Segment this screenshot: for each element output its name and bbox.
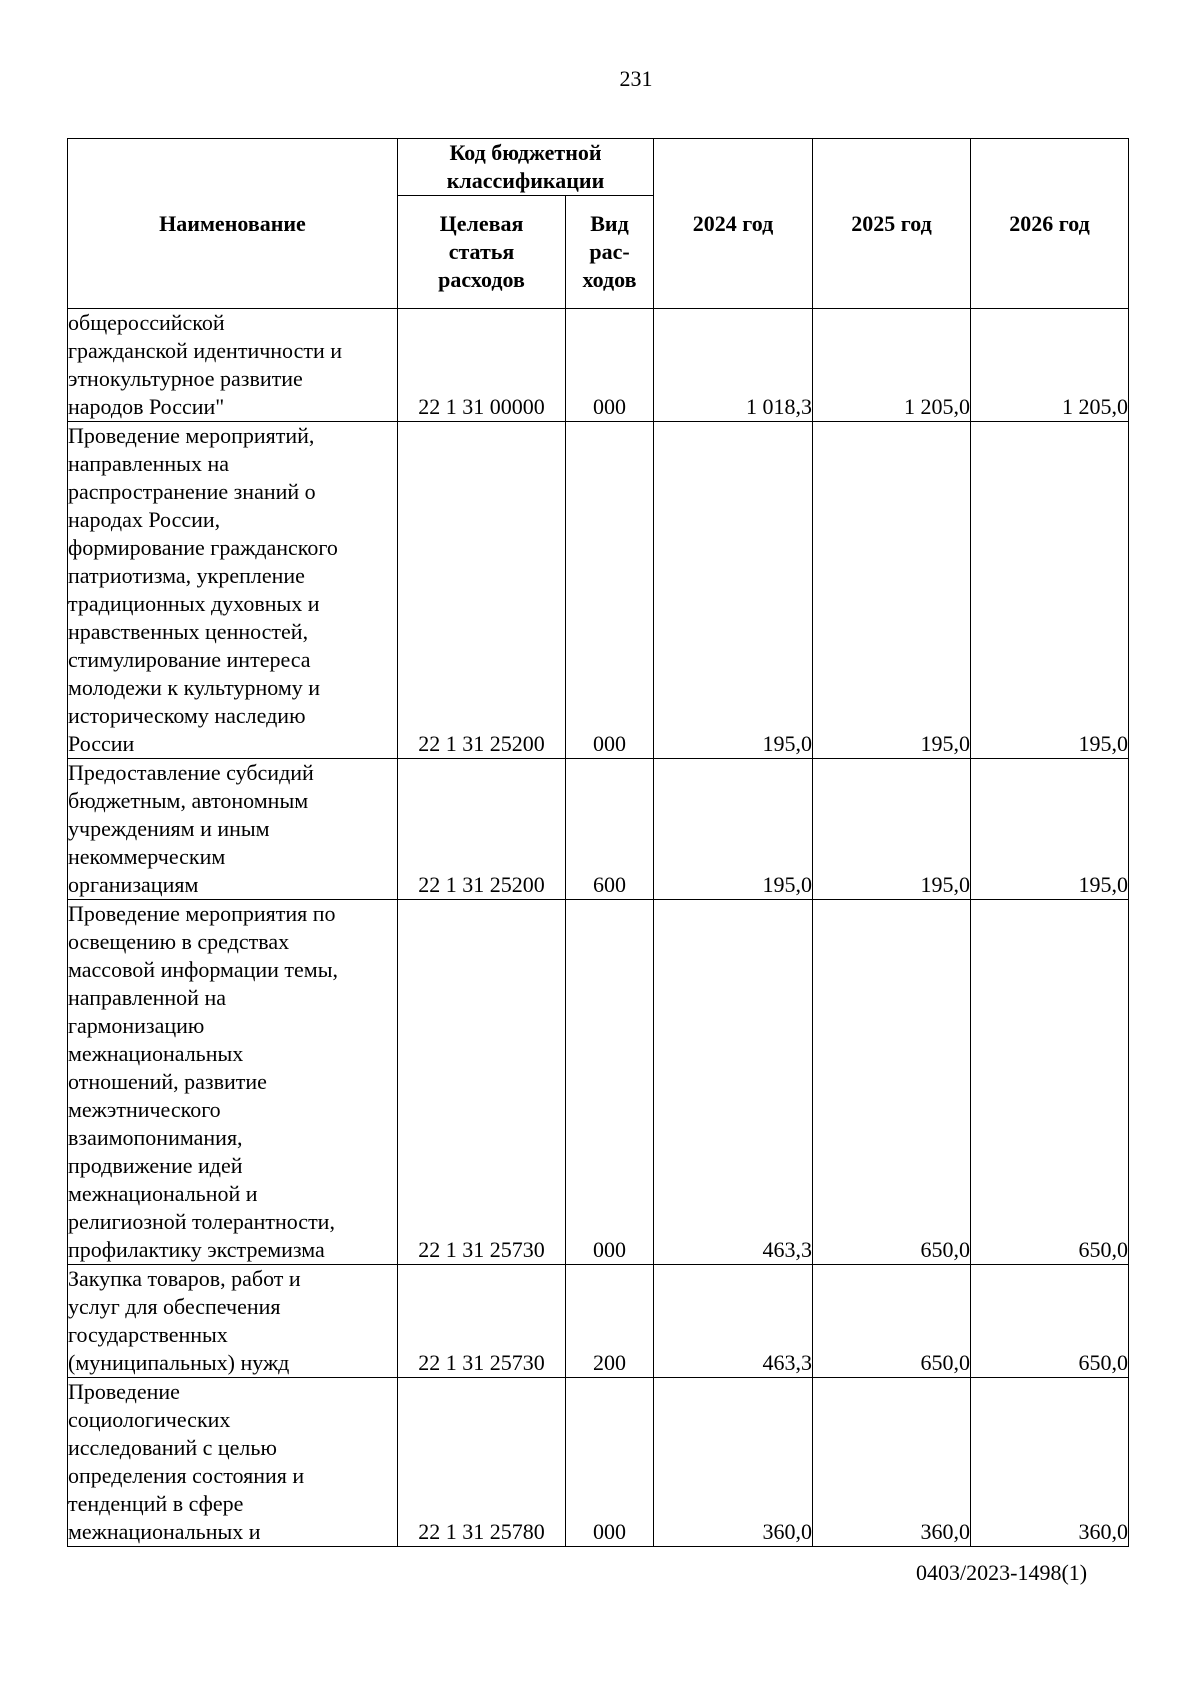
row-name-line: Проведение мероприятия по xyxy=(68,901,336,926)
table-row xyxy=(68,1378,1129,1547)
row-name-line: этнокультурное развитие xyxy=(68,366,303,391)
row-name-line: межнациональных xyxy=(68,1041,244,1066)
row-name-line: патриотизма, укрепление xyxy=(68,563,305,588)
row-name-line: межэтнического xyxy=(68,1097,221,1122)
row-name-line: (муниципальных) нужд xyxy=(68,1350,290,1375)
row-name-line: определения состояния и xyxy=(68,1463,305,1488)
row-name-line: исследований с целью xyxy=(68,1435,277,1460)
row-name-line: религиозной толерантности, xyxy=(68,1209,335,1234)
row-value-2025: 1 205,0 xyxy=(813,309,971,422)
table-body xyxy=(68,309,1129,1547)
row-target-article: 22 1 31 25200 xyxy=(398,759,566,900)
row-name xyxy=(68,309,398,422)
row-name-line: межнациональных и xyxy=(68,1519,261,1544)
row-name xyxy=(68,1378,398,1547)
table-row xyxy=(68,309,1129,422)
row-target-article: 22 1 31 25730 xyxy=(398,1265,566,1378)
row-name-line: услуг для обеспечения xyxy=(68,1294,281,1319)
row-name-line: некоммерческим xyxy=(68,844,226,869)
page-number: 231 xyxy=(619,66,653,91)
row-name-line: России xyxy=(68,731,135,756)
row-value-2025: 195,0 xyxy=(813,759,971,900)
row-name-line: Закупка товаров, работ и xyxy=(68,1266,301,1291)
row-value-2026: 650,0 xyxy=(971,1265,1129,1378)
table-row xyxy=(68,900,1129,1265)
row-name-line: направленной на xyxy=(68,985,226,1010)
budget-table xyxy=(67,138,1129,1547)
row-value-2024: 195,0 xyxy=(654,422,813,759)
row-name-line: молодежи к культурному и xyxy=(68,675,321,700)
row-name-line: гармонизацию xyxy=(68,1013,205,1038)
row-value-2024: 463,3 xyxy=(654,900,813,1265)
row-value-2024: 195,0 xyxy=(654,759,813,900)
row-name-line: продвижение идей xyxy=(68,1153,243,1178)
row-name-line: направленных на xyxy=(68,451,229,476)
row-value-2024: 1 018,3 xyxy=(654,309,813,422)
row-target-article: 22 1 31 25200 xyxy=(398,422,566,759)
row-name-line: народах России, xyxy=(68,507,221,532)
row-name xyxy=(68,422,398,759)
row-name-line: стимулирование интереса xyxy=(68,647,311,672)
row-name-line: массовой информации темы, xyxy=(68,957,338,982)
row-value-2026: 1 205,0 xyxy=(971,309,1129,422)
row-name-line: историческому наследию xyxy=(68,703,306,728)
row-name-line: организациям xyxy=(68,872,199,897)
row-name-line: формирование гражданского xyxy=(68,535,338,560)
header-expense-type xyxy=(566,196,654,309)
row-value-2026: 195,0 xyxy=(971,759,1129,900)
header-2026: 2026 год xyxy=(971,139,1129,309)
row-name-line: взаимопонимания, xyxy=(68,1125,243,1150)
row-name-line: социологических xyxy=(68,1407,231,1432)
row-target-article: 22 1 31 25780 xyxy=(398,1378,566,1547)
row-expense-type: 000 xyxy=(566,309,654,422)
row-name-line: тенденций в сфере xyxy=(68,1491,244,1516)
row-name-line: бюджетным, автономным xyxy=(68,788,309,813)
row-name-line: Проведение xyxy=(68,1379,180,1404)
row-value-2024: 360,0 xyxy=(654,1378,813,1547)
row-name-line: профилактику экстремизма xyxy=(68,1237,325,1262)
row-name-line: Проведение мероприятий, xyxy=(68,423,315,448)
row-target-article: 22 1 31 00000 xyxy=(398,309,566,422)
header-name: Наименование xyxy=(68,139,398,309)
row-name-line: освещению в средствах xyxy=(68,929,290,954)
row-name-line: отношений, развитие xyxy=(68,1069,267,1094)
row-expense-type: 000 xyxy=(566,1378,654,1547)
header-target-article-label: Целевая статья расходов xyxy=(438,211,525,292)
header-2025: 2025 год xyxy=(813,139,971,309)
row-value-2025: 195,0 xyxy=(813,422,971,759)
row-expense-type: 600 xyxy=(566,759,654,900)
header-kod-group xyxy=(398,139,654,196)
row-name-line: гражданской идентичности и xyxy=(68,338,343,363)
row-target-article: 22 1 31 25730 xyxy=(398,900,566,1265)
table-row xyxy=(68,759,1129,900)
row-name-line: общероссийской xyxy=(68,310,225,335)
table-header xyxy=(68,139,1129,309)
row-value-2025: 360,0 xyxy=(813,1378,971,1547)
row-value-2026: 195,0 xyxy=(971,422,1129,759)
header-target-article xyxy=(398,196,566,309)
row-value-2026: 650,0 xyxy=(971,900,1129,1265)
header-2024: 2024 год xyxy=(654,139,813,309)
row-name xyxy=(68,900,398,1265)
row-value-2026: 360,0 xyxy=(971,1378,1129,1547)
row-expense-type: 200 xyxy=(566,1265,654,1378)
row-expense-type: 000 xyxy=(566,422,654,759)
row-name-line: нравственных ценностей, xyxy=(68,619,309,644)
row-value-2024: 463,3 xyxy=(654,1265,813,1378)
row-name-line: государственных xyxy=(68,1322,228,1347)
document-number: 0403/2023-1498(1) xyxy=(916,1560,1088,1585)
row-expense-type: 000 xyxy=(566,900,654,1265)
row-name-line: Предоставление субсидий xyxy=(68,760,314,785)
row-name-line: народов России" xyxy=(68,394,225,419)
header-kod-group-label: Код бюджетной классификации xyxy=(446,140,605,193)
row-name-line: традиционных духовных и xyxy=(68,591,320,616)
row-name xyxy=(68,759,398,900)
table-row xyxy=(68,1265,1129,1378)
header-expense-type-label: Вид рас- ходов xyxy=(582,211,637,292)
row-name-line: учреждениям и иным xyxy=(68,816,270,841)
table-row xyxy=(68,422,1129,759)
row-name xyxy=(68,1265,398,1378)
row-name-line: межнациональной и xyxy=(68,1181,258,1206)
row-value-2025: 650,0 xyxy=(813,1265,971,1378)
row-name-line: распространение знаний о xyxy=(68,479,316,504)
row-value-2025: 650,0 xyxy=(813,900,971,1265)
